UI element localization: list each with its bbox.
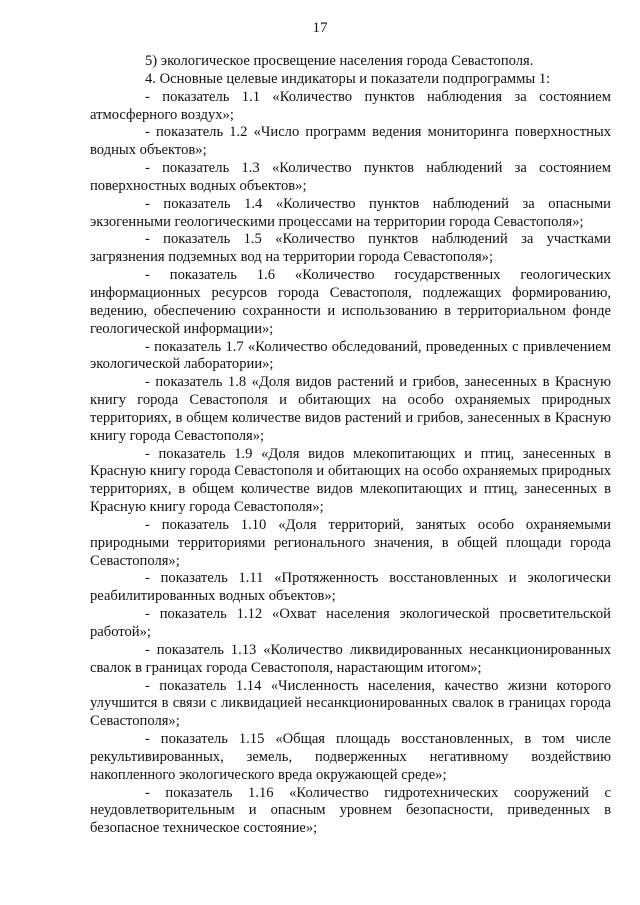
indicator-1-2: - показатель 1.2 «Число программ ведения мониторинга поверхностных водных объектов»;	[90, 124, 611, 159]
indicator-1-4: - показатель 1.4 «Количество пунктов наблюдений за опасными экзогенными геологическими процессами на территории города Севастополя»;	[90, 195, 611, 230]
indicator-1-10: - показатель 1.10 «Доля территорий, занятых особо охраняемыми природными территориями регионального значения, в общей площади города Севастополя»;	[90, 516, 611, 569]
paragraph-item-5: 5) экологическое просвещение населения города Севастополя.	[145, 53, 534, 69]
indicator-1-14: - показатель 1.14 «Численность населения, качество жизни которого улучшится в связи с ликвидацией несанкционированных свалок в границах города Севастополя»;	[90, 677, 611, 730]
section-heading-4: 4. Основные целевые индикаторы и показатели подпрограммы 1:	[145, 70, 551, 87]
indicator-1-16: - показатель 1.16 «Количество гидротехнических сооружений с неудовлетворительным и опасным уровнем безопасности, приведенных в безопасное техническое состояние»;	[90, 784, 611, 837]
document-body	[90, 53, 611, 838]
page-number: 17	[312, 20, 328, 36]
indicator-1-8: - показатель 1.8 «Доля видов растений и грибов, занесенных в Красную книгу города Севастополя и обитающих на особо охраняемых природных территориях, в общем количестве видов растений и грибов, занесенных в Красную книгу города Севастополя»;	[90, 374, 611, 444]
indicator-1-11: - показатель 1.11 «Протяженность восстановленных и экологически реабилитированных водных объектов»;	[90, 570, 611, 605]
indicator-1-3: - показатель 1.3 «Количество пунктов наблюдений за состоянием поверхностных водных объектов»;	[90, 160, 611, 194]
indicator-1-9: - показатель 1.9 «Доля видов млекопитающих и птиц, занесенных в Красную книгу города Севастополя и обитающих на особо охраняемых природных территориях, в общем количестве видов млекопитающих и птиц, занесенных в Красную книгу города Севастополя»;	[90, 445, 611, 516]
indicator-1-6: - показатель 1.6 «Количество государственных геологических информационных ресурсов города Севастополя, подлежащих формированию, ведению, обеспечению сохранности и использованию в территориальном фонде геологической информации»;	[90, 267, 611, 337]
indicator-1-7: - показатель 1.7 «Количество обследований, проведенных с привлечением экологической лаборатории»;	[90, 338, 611, 373]
indicator-1-12: - показатель 1.12 «Охват населения экологической просветительской работой»;	[90, 606, 611, 640]
indicator-1-5: - показатель 1.5 «Количество пунктов наблюдений за участками загрязнения подземных вод на территории города Севастополя»;	[90, 231, 611, 266]
indicator-1-1: - показатель 1.1 «Количество пунктов наблюдения за состоянием атмосферного воздух»;	[90, 88, 611, 123]
indicator-1-13: - показатель 1.13 «Количество ликвидированных несанкционированных свалок в границах города Севастополя, нарастающим итогом»;	[90, 641, 611, 676]
indicator-1-15: - показатель 1.15 «Общая площадь восстановленных, в том числе рекультивированных, земель, подверженных негативному воздействию накопленного экологического вреда окружающей среде»;	[90, 731, 611, 783]
